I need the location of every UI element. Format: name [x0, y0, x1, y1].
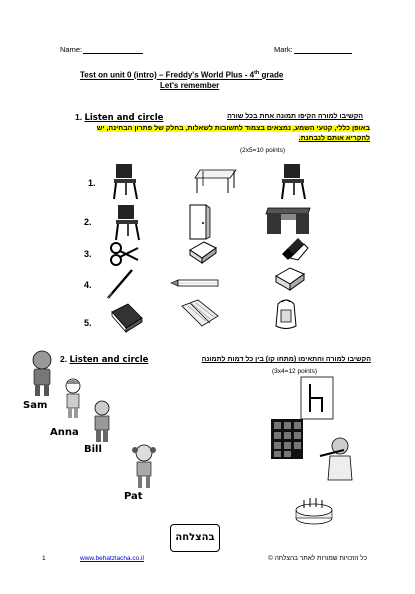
section1-note-line1: באופן כללי, קטעי השמע, נמצאים בצמוד לתשובות לשאלות, בחלק של פתרון הבחינה, יש [96, 125, 370, 132]
chair-icon[interactable] [114, 204, 142, 242]
test-subtitle: Let's remember [160, 81, 220, 90]
birthday-cake-icon[interactable] [294, 496, 334, 530]
row-label-5: 5. [84, 318, 92, 328]
name-anna: Anna [50, 427, 79, 438]
row-label-3: 3. [84, 249, 92, 259]
chair-icon[interactable] [280, 163, 308, 201]
copyright-text: כל הזכויות שמורות לאתר בהצלחה © [268, 555, 367, 562]
door-icon[interactable] [188, 204, 212, 240]
row-label-1: 1. [88, 178, 96, 188]
test-title: Test on unit 0 (intro) – Freddy's World Plus - 4th grade [80, 70, 284, 80]
pen-icon[interactable] [104, 268, 134, 300]
table-icon[interactable] [194, 168, 238, 194]
section1-note-line2: להקריא אותם לנבחנת. [298, 135, 370, 142]
pencil-icon[interactable] [170, 278, 220, 288]
site-link[interactable]: www.behatzlacha.co.il [80, 555, 144, 562]
behatzlacha-logo: בהצלחה [170, 524, 220, 552]
backpack-icon[interactable] [272, 296, 300, 332]
eraser-icon[interactable] [188, 240, 218, 264]
glue-icon[interactable] [280, 236, 310, 264]
eraser-icon[interactable] [274, 266, 306, 292]
book-icon[interactable] [110, 302, 144, 334]
section1-points: (2x5=10 points) [240, 147, 285, 154]
name-label: Name: [60, 45, 83, 54]
scissors-icon[interactable] [110, 240, 140, 268]
chair-icon[interactable] [112, 163, 140, 201]
page-number: 1 [42, 555, 46, 562]
section2-heading: 2. Listen and circle [60, 354, 149, 365]
flute-player-icon[interactable] [318, 436, 358, 482]
name-pat: Pat [124, 491, 143, 502]
name-field [60, 45, 143, 54]
girl-anna-icon [62, 378, 84, 420]
calculator-keys-icon[interactable] [270, 418, 304, 460]
mark-label: Mark: [274, 45, 293, 54]
girl-pat-icon [132, 444, 156, 490]
section1-hebrew-instruction: הקשיבו למורה הקיפו תמונה אחת בכל שורה [227, 113, 363, 120]
section1-heading: 1. Listen and circle [75, 112, 164, 123]
row-label-4: 4. [84, 280, 92, 290]
mark-field [274, 45, 352, 54]
boy-sam-icon [28, 350, 56, 398]
chair-stool-icon[interactable] [300, 376, 334, 420]
name-sam: Sam [23, 400, 48, 411]
row-label-2: 2. [84, 217, 92, 227]
notebook-icon[interactable] [180, 298, 220, 330]
name-bill: Bill [84, 444, 102, 455]
section2-points: (3x4=12 points) [272, 368, 317, 375]
boy-bill-icon [90, 400, 114, 444]
section2-hebrew-instruction: הקשיבו למורה והתאימו (מתחו קו) בין כל דמות לתמונה [201, 356, 371, 363]
desk-icon[interactable] [264, 206, 312, 236]
